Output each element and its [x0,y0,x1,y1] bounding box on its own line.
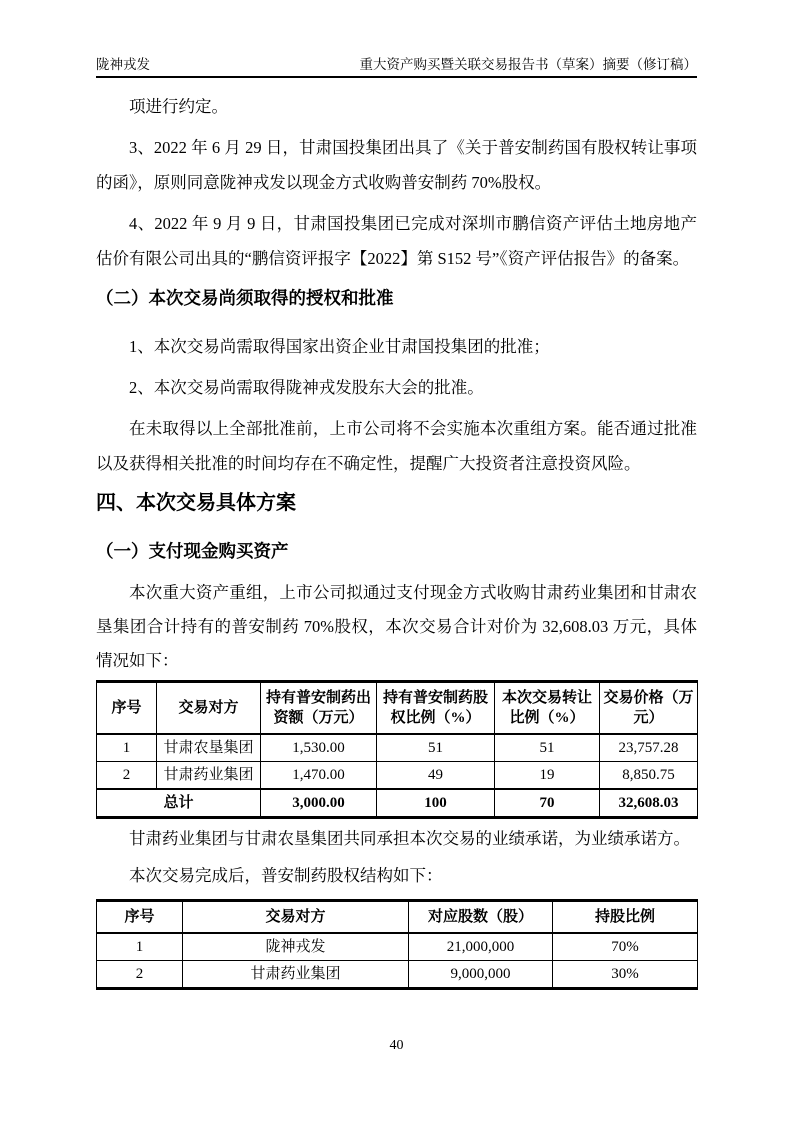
cell-holding-ratio: 30% [553,961,698,989]
paragraph-approval-1: 1、本次交易尚需取得国家出资企业甘肃国投集团的批准； [129,337,550,356]
cell-shares: 9,000,000 [409,961,553,989]
col-header-transfer-ratio: 本次交易转让比例（%） [495,682,600,735]
cell-total-equity-ratio: 100 [377,789,495,818]
paragraph-risk: 在未取得以上全部批准前，上市公司将不会实施本次重组方案。能否通过批准以及获得相关批准的时间均存在不确定性，提醒广大投资者注意投资风险。 [96,419,697,473]
cell-capital: 1,470.00 [261,762,377,790]
paragraph-deal: 本次重大资产重组，上市公司拟通过支付现金方式收购甘肃药业集团和甘肃农垦集团合计持有的普安制药 70%股权，本次交易合计对价为 32,608.03 万元，具体情况如下： [96,583,697,670]
table-header-row [97,901,698,934]
col-header-index: 序号 [97,682,157,735]
running-header [96,57,697,78]
equity-structure-table [96,899,698,990]
table-row [97,961,698,989]
cell-index: 2 [97,762,157,790]
header-company-name: 陇神戎发 [96,57,150,72]
cell-total-capital: 3,000.00 [261,789,377,818]
col-header-shares: 对应股数（股） [409,901,553,934]
cell-equity-ratio: 49 [377,762,495,790]
cell-transfer-ratio: 19 [495,762,600,790]
cell-total-price: 32,608.03 [600,789,698,818]
paragraph-commitment: 甘肃药业集团与甘肃农垦集团共同承担本次交易的业绩承诺，为业绩承诺方。 [129,829,690,848]
header-doc-title: 重大资产购买暨关联交易报告书（草案）摘要（修订稿） [359,57,697,72]
cell-counterparty: 甘肃药业集团 [183,961,409,989]
consideration-table [96,680,698,819]
heading-transaction-plan: 四、本次交易具体方案 [96,492,296,514]
paragraph-item-3: 3、2022 年 6 月 29 日，甘肃国投集团出具了《关于普安制药国有股权转让事项的函》，原则同意陇神戎发以现金方式收购普安制药 70%股权。 [96,138,697,192]
cell-counterparty: 陇神戎发 [183,933,409,961]
col-header-equity-ratio: 持有普安制药股权比例（%） [377,682,495,735]
cell-total-label: 总计 [97,789,261,818]
cell-price: 23,757.28 [600,734,698,762]
table-row [97,933,698,961]
col-header-counterparty: 交易对方 [183,901,409,934]
page-number: 40 [389,1038,404,1053]
table-header-row [97,682,698,735]
cell-index: 2 [97,961,183,989]
paragraph-approval-2: 2、本次交易尚需取得陇神戎发股东大会的批准。 [129,378,484,397]
cell-index: 1 [97,734,157,762]
cell-transfer-ratio: 51 [495,734,600,762]
paragraph-item-4: 4、2022 年 9 月 9 日，甘肃国投集团已完成对深圳市鹏信资产评估土地房地产估价有限公司出具的“鹏信资评报字【2022】第 S152 号”《资产评估报告》的备案。 [96,214,697,268]
col-header-index: 序号 [97,901,183,934]
paragraph-intro: 项进行约定。 [129,97,228,116]
table-row [97,734,698,762]
heading-cash-purchase: （一）支付现金购买资产 [96,541,289,561]
paragraph-structure: 本次交易完成后，普安制药股权结构如下： [129,866,443,885]
cell-total-transfer-ratio: 70 [495,789,600,818]
cell-capital: 1,530.00 [261,734,377,762]
cell-counterparty: 甘肃农垦集团 [157,734,261,762]
cell-equity-ratio: 51 [377,734,495,762]
col-header-holding-ratio: 持股比例 [553,901,698,934]
cell-counterparty: 甘肃药业集团 [157,762,261,790]
col-header-capital: 持有普安制药出资额（万元） [261,682,377,735]
cell-price: 8,850.75 [600,762,698,790]
col-header-price: 交易价格（万元） [600,682,698,735]
table-row [97,762,698,790]
heading-approvals: （二）本次交易尚须取得的授权和批准 [96,288,394,308]
col-header-counterparty: 交易对方 [157,682,261,735]
cell-index: 1 [97,933,183,961]
table-total-row [97,789,698,818]
cell-holding-ratio: 70% [553,933,698,961]
cell-shares: 21,000,000 [409,933,553,961]
